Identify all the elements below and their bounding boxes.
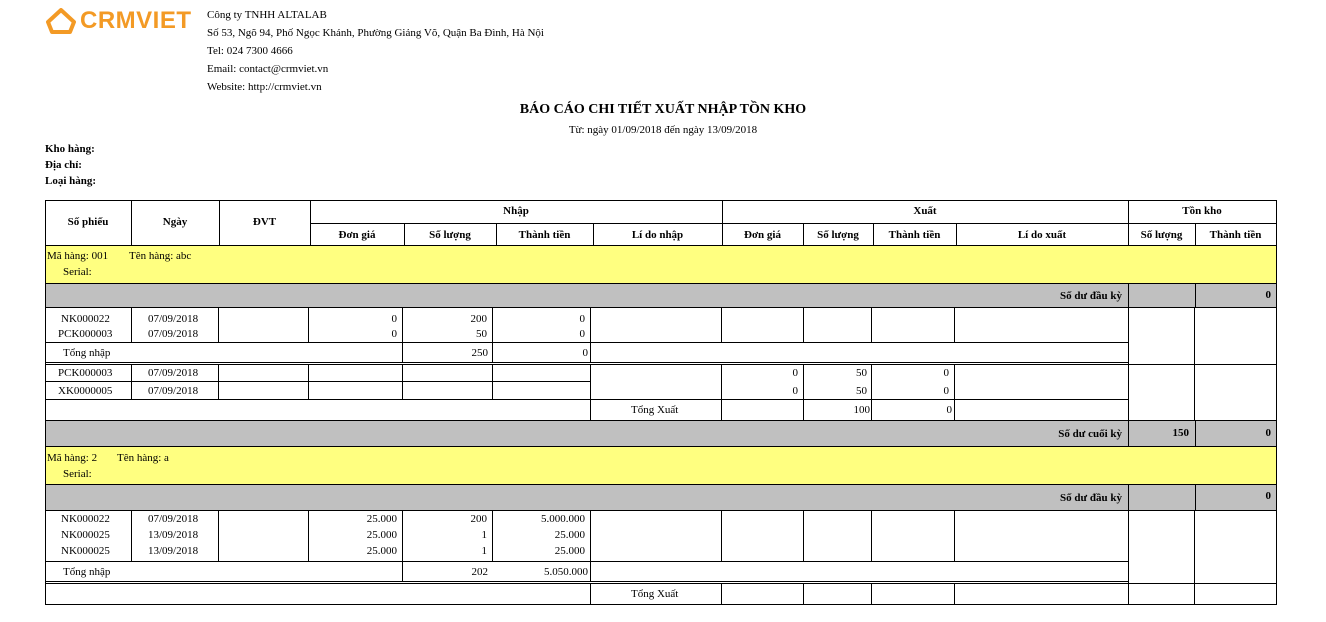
grid-line <box>308 510 309 561</box>
quantity: 50 <box>856 385 867 397</box>
opening-label: Số dư đầu kỳ <box>1060 290 1122 302</box>
price: 0 <box>391 328 397 340</box>
doc-number: PCK000003 <box>58 367 113 379</box>
grid-line <box>803 307 804 342</box>
warehouse-label: Kho hàng: <box>45 143 95 155</box>
amount: 25.000 <box>554 529 585 541</box>
quantity: 200 <box>470 313 487 325</box>
price: 0 <box>792 367 798 379</box>
grid-line <box>45 307 1277 308</box>
doc-date: 13/09/2018 <box>148 529 199 541</box>
closing-value: 0 <box>1265 427 1271 439</box>
header-xuat: Xuất <box>913 205 937 217</box>
item-serial: Serial: <box>63 468 92 480</box>
company-website: Website: http://crmviet.vn <box>207 81 322 93</box>
header-dvt: ĐVT <box>252 216 277 228</box>
header-li-do-nhap: Lí do nhập <box>631 229 684 241</box>
grid-line <box>1195 420 1196 446</box>
doc-date: 07/09/2018 <box>148 367 199 379</box>
type-label: Loại hàng: <box>45 175 97 187</box>
address-label: Địa chỉ: <box>45 159 82 171</box>
header-xuat-thanh-tien: Thành tiền <box>888 229 941 241</box>
item-row-bg <box>45 246 1277 283</box>
item-row-bg <box>45 446 1277 484</box>
grid-line <box>45 362 1128 363</box>
grid-line <box>954 510 955 561</box>
amount: 0 <box>943 385 949 397</box>
doc-date: 07/09/2018 <box>148 385 199 397</box>
amount: 5.000.000 <box>541 513 585 525</box>
header-xuat-so-luong: Số lượng <box>817 229 859 241</box>
grid-line <box>45 283 1277 284</box>
company-address: Số 53, Ngõ 94, Phố Ngọc Khánh, Phường Giảng Võ, Quận Ba Đình, Hà Nội <box>207 27 544 39</box>
price: 25.000 <box>366 545 397 557</box>
header-ngay: Ngày <box>162 216 188 228</box>
grid-line <box>1128 420 1129 446</box>
grid-line <box>45 342 1128 343</box>
grid-line <box>871 510 872 561</box>
price: 0 <box>391 313 397 325</box>
header-xuat-don-gia: Đơn giá <box>744 229 781 241</box>
company-name: Công ty TNHH ALTALAB <box>207 9 327 21</box>
grid-line <box>954 364 955 420</box>
grid-line <box>721 583 722 605</box>
company-info <box>207 6 544 96</box>
grid-line <box>45 245 1277 246</box>
grid-line <box>1128 484 1129 510</box>
grid-line <box>45 561 1128 562</box>
header-li-do-xuat: Lí do xuất <box>1017 229 1067 241</box>
opening-label: Số dư đầu kỳ <box>1060 492 1122 504</box>
total-in-amount: 5.050.000 <box>544 566 588 578</box>
item-code: Mã hàng: 001 <box>47 250 109 262</box>
brand-name: CRMVIET <box>80 7 192 34</box>
grid-line <box>1128 307 1129 420</box>
amount: 25.000 <box>554 545 585 557</box>
amount: 0 <box>943 367 949 379</box>
grid-line <box>45 604 1277 605</box>
doc-date: 07/09/2018 <box>148 513 199 525</box>
grid-line <box>45 484 1277 485</box>
opening-value: 0 <box>1265 490 1271 502</box>
total-in-label: Tổng nhập <box>63 566 111 578</box>
doc-number: NK000025 <box>61 529 110 541</box>
header-so-phieu: Số phiếu <box>67 216 109 228</box>
grid-line <box>45 583 1277 584</box>
grid-line <box>590 583 591 605</box>
grid-line <box>871 307 872 342</box>
doc-number: PCK000003 <box>58 328 113 340</box>
grid-line <box>131 364 132 399</box>
grid-line <box>1276 200 1277 605</box>
grid-line <box>803 364 804 420</box>
grid-line <box>492 307 493 362</box>
company-email: Email: contact@crmviet.vn <box>207 63 329 75</box>
total-out-amount: 0 <box>946 404 952 416</box>
grid-line <box>131 307 132 342</box>
total-out-qty: 100 <box>853 404 870 416</box>
grid-line <box>1128 283 1129 307</box>
grid-line <box>310 223 1277 224</box>
price: 25.000 <box>366 513 397 525</box>
company-tel: Tel: 024 7300 4666 <box>207 45 293 57</box>
grid-line <box>721 307 722 342</box>
grid-line <box>45 510 1277 511</box>
grid-line <box>1194 510 1195 605</box>
grid-line <box>721 364 722 420</box>
header-ton-kho: Tồn kho <box>1182 205 1222 217</box>
grid-line <box>131 510 132 561</box>
grid-line <box>1195 484 1196 510</box>
grid-line <box>721 510 722 561</box>
grid-line <box>45 364 1277 365</box>
header-nhap-thanh-tien: Thành tiền <box>518 229 571 241</box>
grid-line <box>590 307 591 362</box>
doc-number: NK000022 <box>61 313 110 325</box>
grid-line <box>45 200 46 605</box>
header-nhap-don-gia: Đơn giá <box>338 229 376 241</box>
quantity: 50 <box>476 328 487 340</box>
price: 0 <box>792 385 798 397</box>
crmviet-logo <box>46 6 196 38</box>
total-out-label: Tổng Xuất <box>631 588 679 600</box>
grid-line <box>45 446 1277 447</box>
grid-line <box>45 381 590 382</box>
grid-line <box>590 510 591 581</box>
grid-line <box>45 399 1128 400</box>
closing-label: Số dư cuối kỳ <box>1058 428 1122 440</box>
grid-line <box>45 581 1128 582</box>
item-code: Mã hàng: 2 <box>47 452 98 464</box>
grid-line <box>871 364 872 420</box>
amount: 0 <box>579 313 585 325</box>
header-ton-thanh-tien: Thành tiền <box>1209 229 1262 241</box>
grid-line <box>1195 283 1196 307</box>
doc-date: 13/09/2018 <box>148 545 199 557</box>
item-serial: Serial: <box>63 266 92 278</box>
grid-line <box>803 583 804 605</box>
total-in-label: Tổng nhập <box>63 347 111 359</box>
grid-line <box>871 583 872 605</box>
doc-date: 07/09/2018 <box>148 313 199 325</box>
doc-date: 07/09/2018 <box>148 328 199 340</box>
grid-line <box>492 364 493 399</box>
grid-line <box>954 307 955 342</box>
grid-line <box>803 510 804 561</box>
total-in-qty: 250 <box>471 347 488 359</box>
quantity: 1 <box>481 545 487 557</box>
doc-number: NK000025 <box>61 545 110 557</box>
total-in-qty: 202 <box>471 566 488 578</box>
header-nhap-so-luong: Số lượng <box>429 229 471 241</box>
doc-number: NK000022 <box>61 513 110 525</box>
grid-line <box>218 307 219 342</box>
total-out-label: Tổng Xuất <box>631 404 679 416</box>
report-period: Từ: ngày 01/09/2018 đến ngày 13/09/2018 <box>568 124 758 136</box>
grid-line <box>492 510 493 561</box>
grid-line <box>402 364 403 399</box>
item-name: Tên hàng: abc <box>129 250 192 262</box>
quantity: 200 <box>470 513 487 525</box>
closing-qty: 150 <box>1172 427 1189 439</box>
grid-line <box>45 420 1277 421</box>
doc-number: XK0000005 <box>58 385 113 397</box>
grid-line <box>1194 307 1195 420</box>
crmviet-logo-icon <box>46 8 76 34</box>
grid-line <box>45 200 1277 201</box>
total-in-amount: 0 <box>582 347 588 359</box>
grid-line <box>308 307 309 342</box>
grid-line <box>1128 510 1129 605</box>
report-meta <box>45 141 96 189</box>
quantity: 50 <box>856 367 867 379</box>
report-title: BÁO CÁO CHI TIẾT XUẤT NHẬP TỒN KHO <box>519 102 807 117</box>
grid-line <box>402 307 403 362</box>
grid-line <box>590 364 591 420</box>
grid-line <box>954 583 955 605</box>
amount: 0 <box>579 328 585 340</box>
quantity: 1 <box>481 529 487 541</box>
grid-line <box>218 510 219 561</box>
grid-line <box>308 364 309 399</box>
opening-value: 0 <box>1265 289 1271 301</box>
header-nhap: Nhập <box>503 205 529 217</box>
header-ton-so-luong: Số lượng <box>1140 229 1183 241</box>
grid-line <box>402 510 403 581</box>
price: 25.000 <box>366 529 397 541</box>
item-name: Tên hàng: a <box>117 452 169 464</box>
grid-line <box>218 364 219 399</box>
